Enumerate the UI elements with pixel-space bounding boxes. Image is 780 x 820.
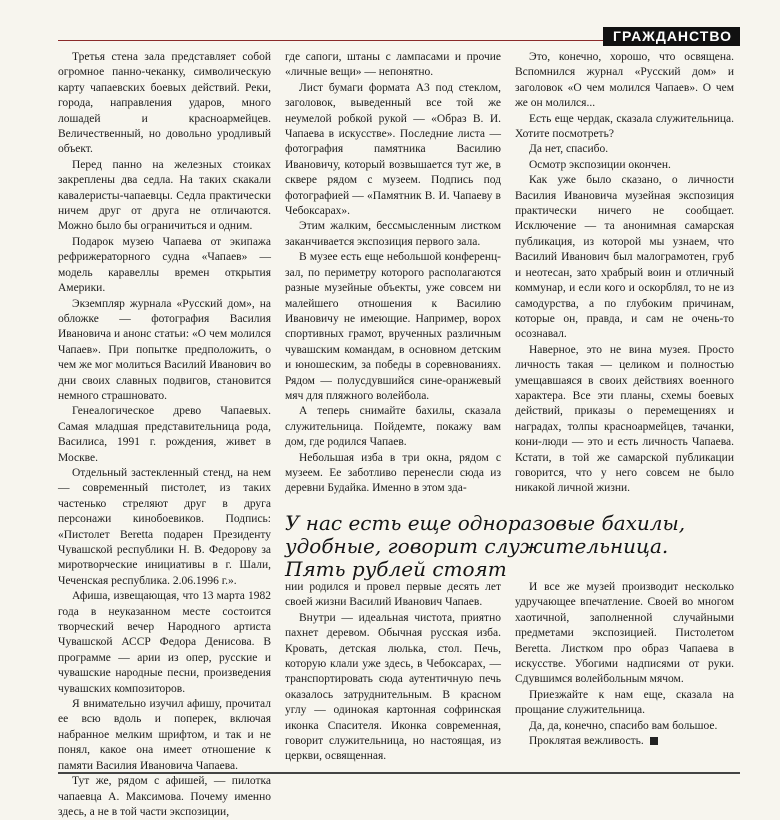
paragraph: Экземпляр журнала «Русский дом», на обложке — фотография Василия Ивановича и анонс статьи: «О чем молился Чапаев». При попытке предположить, о чем же мог молиться Василий Иванович во дни своих славных подвигов, становится немного страшновато. bbox=[58, 297, 271, 402]
footer-rule bbox=[58, 772, 740, 774]
paragraph: Да нет, спасибо. bbox=[529, 143, 609, 156]
paragraph: Этим жалким, бессмысленным листком заканчивается экспозиция первого зала. bbox=[285, 220, 501, 248]
paragraph: Есть еще чердак, сказала служительница. Хотите посмотреть? bbox=[515, 112, 734, 141]
paragraph: Это, конечно, хорошо, что освящена. Вспомнился журнал «Русский дом» и заголовок «О чем молился Чапаев». О чем же он молился... bbox=[515, 51, 734, 110]
paragraph: Как уже было сказано, о личности Василия Ивановича музейная экспозиция практически ничего не сообщает. Исключение — та анонимная самарская публикация, из которой мы узнаем, что Василий Иванович был малограмотен, груб и неотесан, зато храбрый воин и отличный коммунар, и если кого и оскорблял, то не из самодурства, а по глубоким причинам, которые он, правда, и сам не очень-то осознавал. bbox=[515, 174, 734, 341]
paragraph: Я внимательно изучил афишу, прочитал ее всю вдоль и поперек, включая набранное мелким шрифтом, и так и не понял, какое она имеет отношение к памяти Василия Ивановича Чапаева. bbox=[58, 698, 271, 772]
column-2-continued bbox=[285, 580, 501, 770]
paragraph: нии родился и провел первые десять лет своей жизни Василий Иванович Чапаев. bbox=[285, 581, 501, 609]
column-2 bbox=[285, 50, 501, 502]
paragraph: В музее есть еще небольшой конференц-зал, по периметру которого располагаются разные музейные объекты, уже совсем ни малейшего отношения к Василию Ивановичу не имеющие. Например, ворох спортивных грамот, врученных различным чувашским командам, в основном детским и юношеским, за победы в соревнованиях. Рядом — полусдувшийся сине-оранжевый мяч для пляжного волейбола. bbox=[285, 251, 501, 402]
paragraph: Перед панно на железных стоиках закреплены два седла. На таких скакали кавалеристы-чапаевцы. Седла практически ничем друг от друга не отличаются. Можно было бы ограничиться и одним. bbox=[58, 158, 271, 233]
paragraph: Лист бумаги формата А3 под стеклом, заголовок, выведенный все той же неумелой робкой рукой — «Образ В. И. Чапаева в искусстве». Последние листа — фотография памятника Василию Ивановичу, который возвышается тут же, в сквере рядом с музеем. Подпись под фотографией — «Памятник В. И. Чапаеву в Чебоксарах». bbox=[285, 81, 501, 218]
last-paragraph bbox=[515, 734, 734, 749]
paragraph: Небольшая изба в три окна, рядом с музеем. Ее заботливо перенесли сюда из деревни Будайка. Именно в этом зда- bbox=[285, 451, 501, 495]
closing-line: Проклятая вежливость. bbox=[529, 735, 644, 748]
section-tag: ГРАЖДАНСТВО bbox=[603, 27, 740, 46]
paragraph: Подарок музею Чапаева от экипажа рефрижераторного судна «Чапаев» — модель каравеллы времен открытия Америки. bbox=[58, 235, 271, 295]
paragraph: Осмотр экспозиции окончен. bbox=[529, 158, 671, 171]
end-of-article-mark bbox=[650, 737, 658, 745]
paragraph: Внутри — идеальная чистота, приятно пахнет деревом. Обычная русская изба. Кровать, детская люлька, стол. Печь, которую клали уже здесь, в Чебоксарах, — транспортировать сюда аутентичную печь оказалось затруднительным. В красном углу — одинокая картонная софринская иконка Спасителя. Иконка современная, говорит служительница, но настоящая, из церкви, освященная. bbox=[285, 611, 501, 763]
column-3 bbox=[515, 50, 734, 502]
paragraph: Да, да, конечно, спасибо вам большое. bbox=[529, 719, 718, 732]
paragraph: А теперь снимайте бахилы, сказала служительница. Пойдемте, покажу вам дом, где родился Чапаев. bbox=[285, 405, 501, 449]
paragraph: Третья стена зала представляет собой огромное панно-чеканку, символическую карту чапаевских боевых действий. Реки, города, направления ударов, много лошадей и красноармейцев. Величественный, но довольно уродливый объект. bbox=[58, 51, 271, 156]
paragraph: Генеалогическое древо Чапаевых. Самая младшая представительница рода, Василиса, 1991 г. рождения, живет в Москве. bbox=[58, 405, 271, 464]
paragraph: Отдельный застекленный стенд, на нем — современный пистолет, из таких частенько стреляют друг в друга персонажи кинобоевиков. Подпись: «Пистолет Beretta подарен Президенту Чувашской республики Н. В. Федорову за миротворческие инициативы в г. Шали, Чеченская республика. 2.06.1996 г.». bbox=[58, 466, 271, 587]
paragraph: Афиша, извещающая, что 13 марта 1982 года в неуказанном месте состоится творческий вечер Народного артиста Чувашской АССР Федора Денисова. В программе — арии из опер, русские и чувашские народные песни, произведения чувашских композиторов. bbox=[58, 590, 271, 695]
paragraph: Тут же, рядом с афишей, — пилотка чапаевца А. Максимова. Почему именно здесь, а не в той части экспозиции, bbox=[58, 775, 271, 818]
column-1 bbox=[58, 50, 271, 818]
paragraph: И все же музей производит несколько удручающее впечатление. Своей во многом хаотичной, заполненной случайными предметами экспозицией. Пистолетом Beretta. Листком про образ Чапаева в искусстве. Убогими надписями от руки. Сдувшимся волейбольным мячом. bbox=[515, 581, 734, 686]
paragraph: где сапоги, штаны с лампасами и прочие «личные вещи» — непонятно. bbox=[285, 51, 501, 79]
pull-quote: У нас есть еще одноразовые бахилы, удобные, говорит служительница. Пять рублей стоят bbox=[285, 511, 686, 581]
paragraph: Приезжайте к нам еще, сказала на прощание служительница. bbox=[515, 688, 734, 717]
paragraph: Наверное, это не вина музея. Просто личность такая — целиком и полностью умещавшаяся в своих действиях военного характера. Все эти планы, схемы боевых действий, приказы о перемещениях и наградах, толпы красноармейцев, тачанки, кони-люди — это и есть личность Чапаева. Кстати, в той же самарской публикации говорится, что у него совсем не было никакой личной жизни. bbox=[515, 343, 734, 495]
column-3-continued bbox=[515, 580, 734, 770]
